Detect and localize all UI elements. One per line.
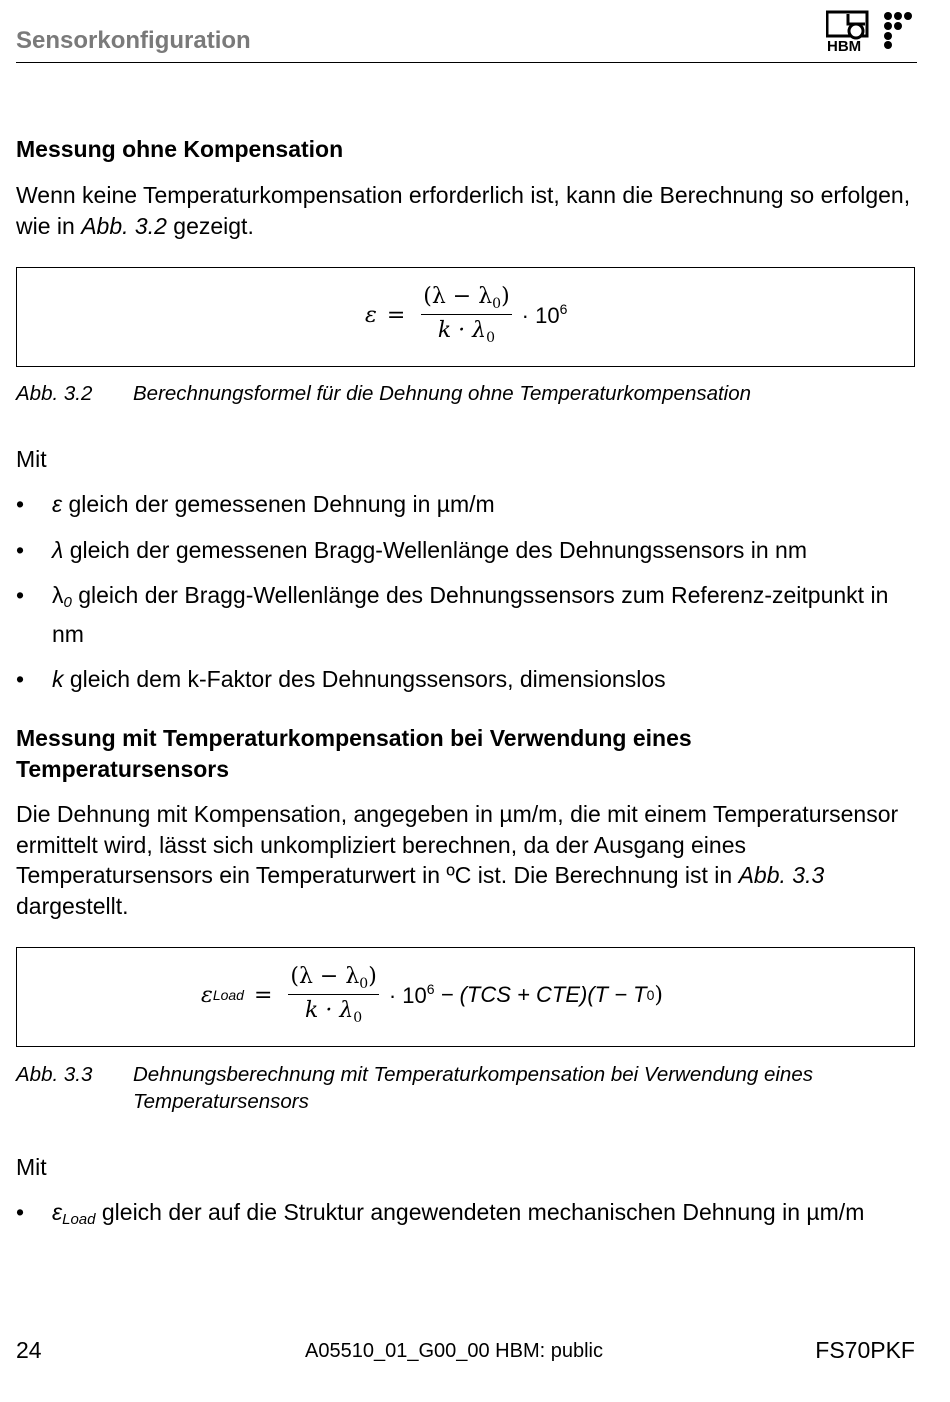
formula-box-3-3 <box>16 947 915 1047</box>
formula-box-3-2 <box>16 267 915 367</box>
document-id: A05510_01_G00_00 HBM: public <box>305 1340 603 1362</box>
list-item: • λ gleich der gemessenen Bragg-Wellenlänge des Dehnungssensors in nm <box>16 535 921 566</box>
list-item: • λ0 gleich der Bragg-Wellenlänge des Dehnungssensors zum Referenz-zeitpunkt in nm <box>16 580 921 649</box>
formula-strain-no-compensation: ε = $\frac{(\lambda - \lambda_0)}{k \cdot \lambda_0}$ · $10^6$ <box>365 284 568 346</box>
figure-reference: Abb. 3.3 <box>738 862 825 888</box>
header-rule <box>16 62 917 63</box>
paragraph-without-compensation: Wenn keine Temperaturkompensation erforderlich ist, kann die Berechnung so erfolgen, wie in Abb. 3.2 gezeigt. <box>16 182 911 239</box>
hbm-logo-text: HBM <box>827 38 862 52</box>
formula-strain-with-compensation: ε Load = $\frac{(\lambda - \lambda_0)}{k \cdot \lambda_0}$ · $10^6$ − (TCS + CTE)(T − T 0 ) <box>201 964 663 1026</box>
figure-reference: Abb. 3.2 <box>81 212 167 239</box>
figure-caption-3-2: Abb. 3.2 Berechnungsformel für die Dehnung ohne Temperaturkompensation <box>16 382 752 405</box>
mit-label-2: Mit <box>16 1154 47 1180</box>
list-item: • εLoad gleich der auf die Struktur angewendeten mechanischen Dehnung in µm/m <box>16 1197 921 1236</box>
section-heading-with-compensation: Messung mit Temperaturkompensation bei Verwendung eines Temperatursensors <box>16 725 692 782</box>
paragraph-with-compensation: Die Dehnung mit Kompensation, angegeben in µm/m, die mit einem Temperatursensor ermittelt wird, lässt sich unkompliziert berechnen, da der Ausgang eines Temperatursensors ein Temperaturwert in ºC ist. Die Berechnung ist in Abb. 3.3 dargestellt. <box>16 801 899 919</box>
definition-list-1 <box>16 489 921 695</box>
definition-list-2 <box>16 1197 921 1236</box>
list-item: • ε gleich der gemessenen Dehnung in µm/m <box>16 489 921 520</box>
product-name: FS70PKF <box>815 1337 915 1363</box>
mit-label-1: Mit <box>16 446 47 472</box>
figure-caption-3-3: Abb. 3.3 Dehnungsberechnung mit Temperaturkompensation bei Verwendung eines Temperatursensors <box>16 1063 813 1113</box>
list-item: • k gleich dem k-Faktor des Dehnungssensors, dimensionslos <box>16 664 921 695</box>
section-heading-without-compensation: Messung ohne Kompensation <box>16 136 344 162</box>
page-number: 24 <box>16 1337 42 1363</box>
running-header-title: Sensorkonfiguration <box>16 27 251 54</box>
hbm-logo-icon <box>826 10 916 52</box>
